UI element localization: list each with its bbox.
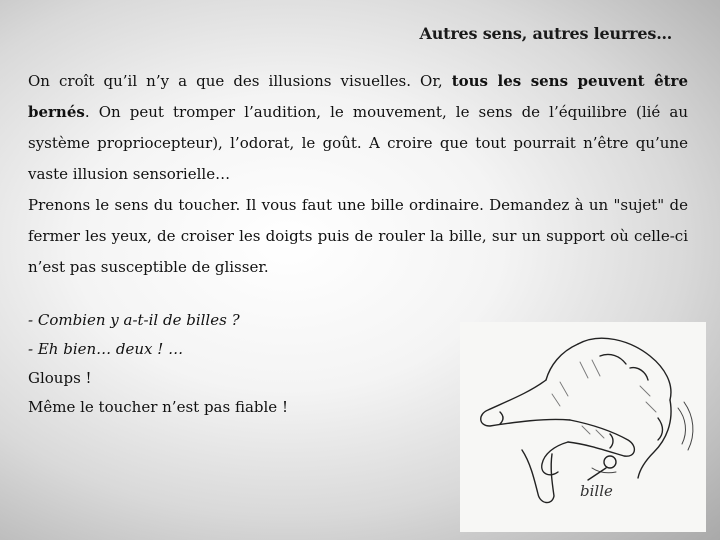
paragraph-1-end: . On peut tromper l’audition, le mouvement, le sens de l’équilibre (lié au système propriocepteur), l’odorat, le goût. A croire que tout pourrait n’être qu’une vaste illusion sensorielle… bbox=[28, 103, 688, 183]
dialog-block bbox=[28, 306, 288, 422]
illustration-caption: bille bbox=[580, 482, 613, 500]
dialog-line-answer: - Eh bien… deux ! … bbox=[28, 340, 184, 358]
paragraph-2: Prenons le sens du toucher. Il vous faut une bille ordinaire. Demandez à un "sujet" de fermer les yeux, de croiser les doigts puis de rouler la bille, sur un support où celle-ci n’est pas susceptible de glisser. bbox=[28, 196, 688, 276]
dialog-line-exclamation: Gloups ! bbox=[28, 369, 92, 387]
paragraph-1-emphasis: tous les sens peuvent être bernés bbox=[28, 72, 688, 121]
crossed-fingers-marble-sketch-icon bbox=[460, 322, 706, 532]
body-text bbox=[28, 66, 688, 283]
paragraph-1 bbox=[28, 66, 688, 190]
dialog-line-conclusion: Même le toucher n’est pas fiable ! bbox=[28, 398, 288, 416]
crossed-fingers-illustration bbox=[460, 322, 706, 532]
dialog-line-question: - Combien y a-t-il de billes ? bbox=[28, 311, 240, 329]
paragraph-1-start: On croît qu’il n’y a que des illusions visuelles. Or, bbox=[28, 72, 452, 90]
slide-title: Autres sens, autres leurres… bbox=[419, 24, 672, 43]
